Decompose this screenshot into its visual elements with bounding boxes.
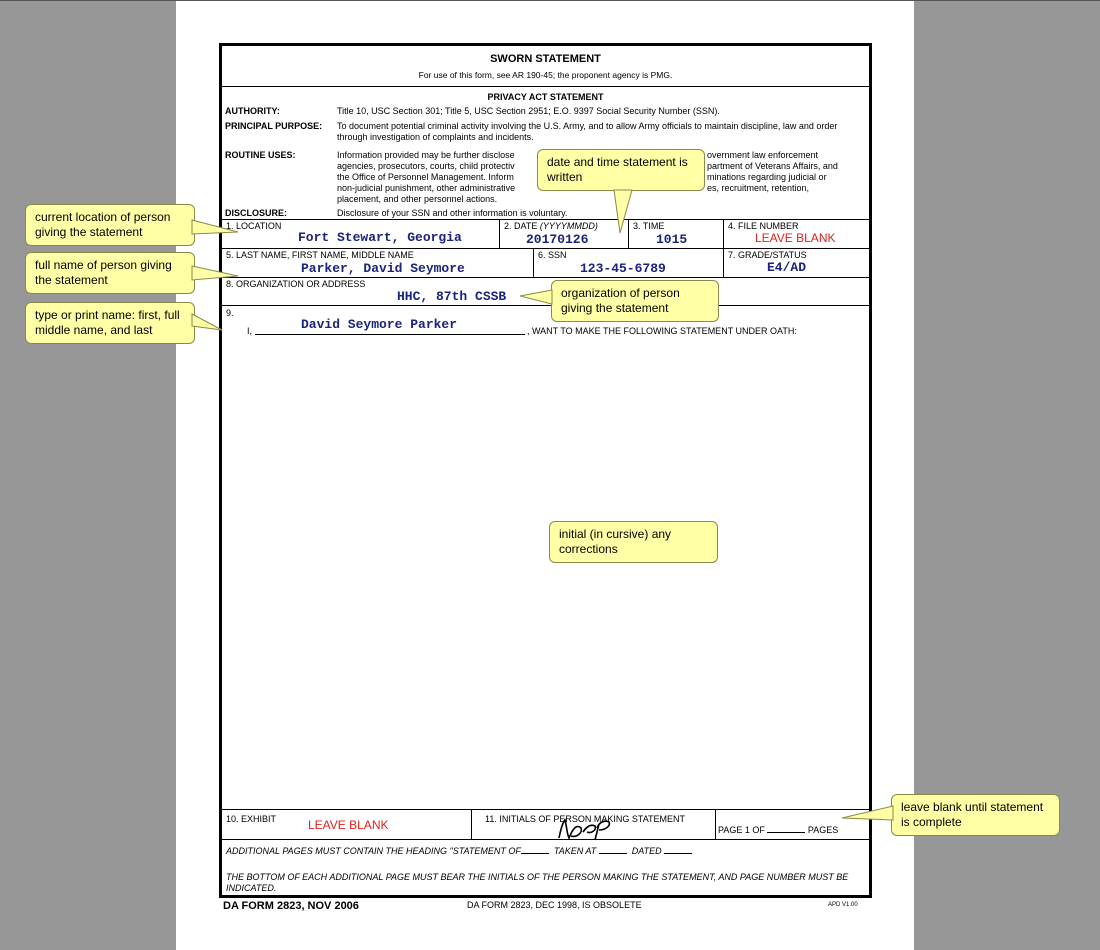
disclosure-label: DISCLOSURE: [225, 208, 288, 218]
authority-label: AUTHORITY: [225, 106, 280, 116]
purpose-label: PRINCIPAL PURPOSE: [225, 121, 323, 131]
divider [723, 219, 724, 248]
divider [533, 248, 534, 277]
grade-label: 7. GRADE/STATUS [728, 250, 807, 260]
callout-location: current location of person giving the statement [25, 204, 195, 246]
callout-page-count-pointer [842, 806, 894, 826]
routine-line-2a: agencies, prosecutors, courts, child protectiv [337, 161, 515, 171]
grade-value[interactable]: E4/AD [767, 260, 807, 275]
callout-date-time: date and time statement is written [537, 149, 705, 191]
divider [499, 219, 500, 248]
exhibit-label: 10. EXHIBIT [226, 814, 277, 824]
page-total-field[interactable] [767, 824, 805, 833]
location-value[interactable]: Fort Stewart, Georgia [298, 230, 462, 245]
purpose-text: To document potential criminal activity involving the U.S. Army, and to allow Army officials to maintain discipline, law and order through investigation of complaints and incidents. [337, 121, 838, 142]
form-title: SWORN STATEMENT [490, 53, 601, 65]
routine-line-2b: partment of Veterans Affairs, and [707, 161, 838, 171]
page-count: PAGE 1 OF PAGES [718, 825, 839, 835]
ssn-label: 6. SSN [538, 250, 567, 260]
name-value[interactable]: Parker, David Seymore [301, 261, 465, 276]
version-label: APD V1.00 [828, 902, 858, 908]
form-subtitle: For use of this form, see AR 190-45; the proponent agency is PMG. [418, 70, 673, 80]
callout-full-name-pointer [192, 264, 242, 284]
organization-value[interactable]: HHC, 87th CSSB [397, 289, 507, 304]
callout-full-name: full name of person giving the statement [25, 252, 195, 294]
privacy-heading: PRIVACY ACT STATEMENT [487, 92, 604, 102]
item-9-label: 9. [226, 308, 234, 318]
bottom-initials-note: THE BOTTOM OF EACH ADDITIONAL PAGE MUST BEAR THE INITIALS OF THE PERSON MAKING THE STATEMENT, AND PAGE NUMBER MUST BE INDICATED. [226, 872, 849, 893]
divider [222, 809, 869, 810]
callout-organization-pointer [520, 290, 554, 310]
additional-pages-note: ADDITIONAL PAGES MUST CONTAIN THE HEADING "STATEMENT OF TAKEN AT DATED [226, 846, 692, 857]
time-label: 3. TIME [633, 221, 665, 231]
form-number: DA FORM 2823, NOV 2006 [223, 900, 359, 912]
callout-initial-corrections: initial (in cursive) any corrections [549, 521, 718, 563]
callout-organization: organization of person giving the statement [551, 280, 719, 322]
callout-page-count: leave blank until statement is complete [891, 794, 1060, 836]
initials-signature [555, 814, 615, 842]
name-label: 5. LAST NAME, FIRST NAME, MIDDLE NAME [226, 250, 414, 260]
callout-print-name-pointer [192, 312, 228, 336]
callout-print-name: type or print name: first, full middle name, and last [25, 302, 195, 344]
callout-location-pointer [192, 220, 242, 240]
exhibit-value[interactable]: LEAVE BLANK [308, 818, 389, 832]
disclosure-text: Disclosure of your SSN and other information is voluntary. [337, 208, 568, 218]
routine-line-3b: minations regarding judicial or [707, 172, 827, 182]
divider [723, 248, 724, 277]
divider [222, 839, 869, 840]
file-number-value[interactable]: LEAVE BLANK [755, 231, 836, 245]
date-label: 2. DATE (YYYYMMDD) [504, 221, 598, 231]
oath-suffix: , WANT TO MAKE THE FOLLOWING STATEMENT UNDER OATH: [527, 326, 797, 336]
organization-label: 8. ORGANIZATION OR ADDRESS [226, 279, 366, 289]
time-value[interactable]: 1015 [656, 232, 688, 247]
routine-line-3a: the Office of Personnel Management. Inform [337, 172, 514, 182]
obsolete-note: DA FORM 2823, DEC 1998, IS OBSOLETE [467, 900, 642, 910]
divider [471, 809, 472, 839]
location-label: 1. LOCATION [226, 221, 282, 231]
divider [222, 219, 869, 220]
routine-line-4b: es, recruitment, retention, [707, 183, 810, 193]
callout-date-time-pointer [610, 189, 640, 235]
statement-body-area[interactable] [225, 341, 865, 806]
routine-label: ROUTINE USES: [225, 150, 296, 160]
routine-line-1b: overnment law enforcement [707, 150, 819, 160]
routine-line-4a: non-judicial punishment, other administrative [337, 183, 516, 193]
oath-prefix: I, [247, 326, 253, 336]
divider [222, 248, 869, 249]
divider [222, 277, 869, 278]
file-number-label: 4. FILE NUMBER [728, 221, 799, 231]
oath-name-value[interactable]: David Seymore Parker [301, 317, 458, 332]
initials-label: 11. INITIALS OF PERSON MAKING STATEMENT [485, 814, 686, 824]
ssn-value[interactable]: 123-45-6789 [580, 261, 666, 276]
divider [715, 809, 716, 839]
authority-text: Title 10, USC Section 301; Title 5, USC Section 2951; E.O. 9397 Social Security Number (SSN). [337, 106, 720, 116]
routine-line-1a: Information provided may be further disclose [337, 150, 515, 160]
routine-line-5: placement, and other personnel actions. [337, 194, 498, 204]
divider [222, 86, 869, 87]
date-value[interactable]: 20170126 [526, 232, 589, 247]
